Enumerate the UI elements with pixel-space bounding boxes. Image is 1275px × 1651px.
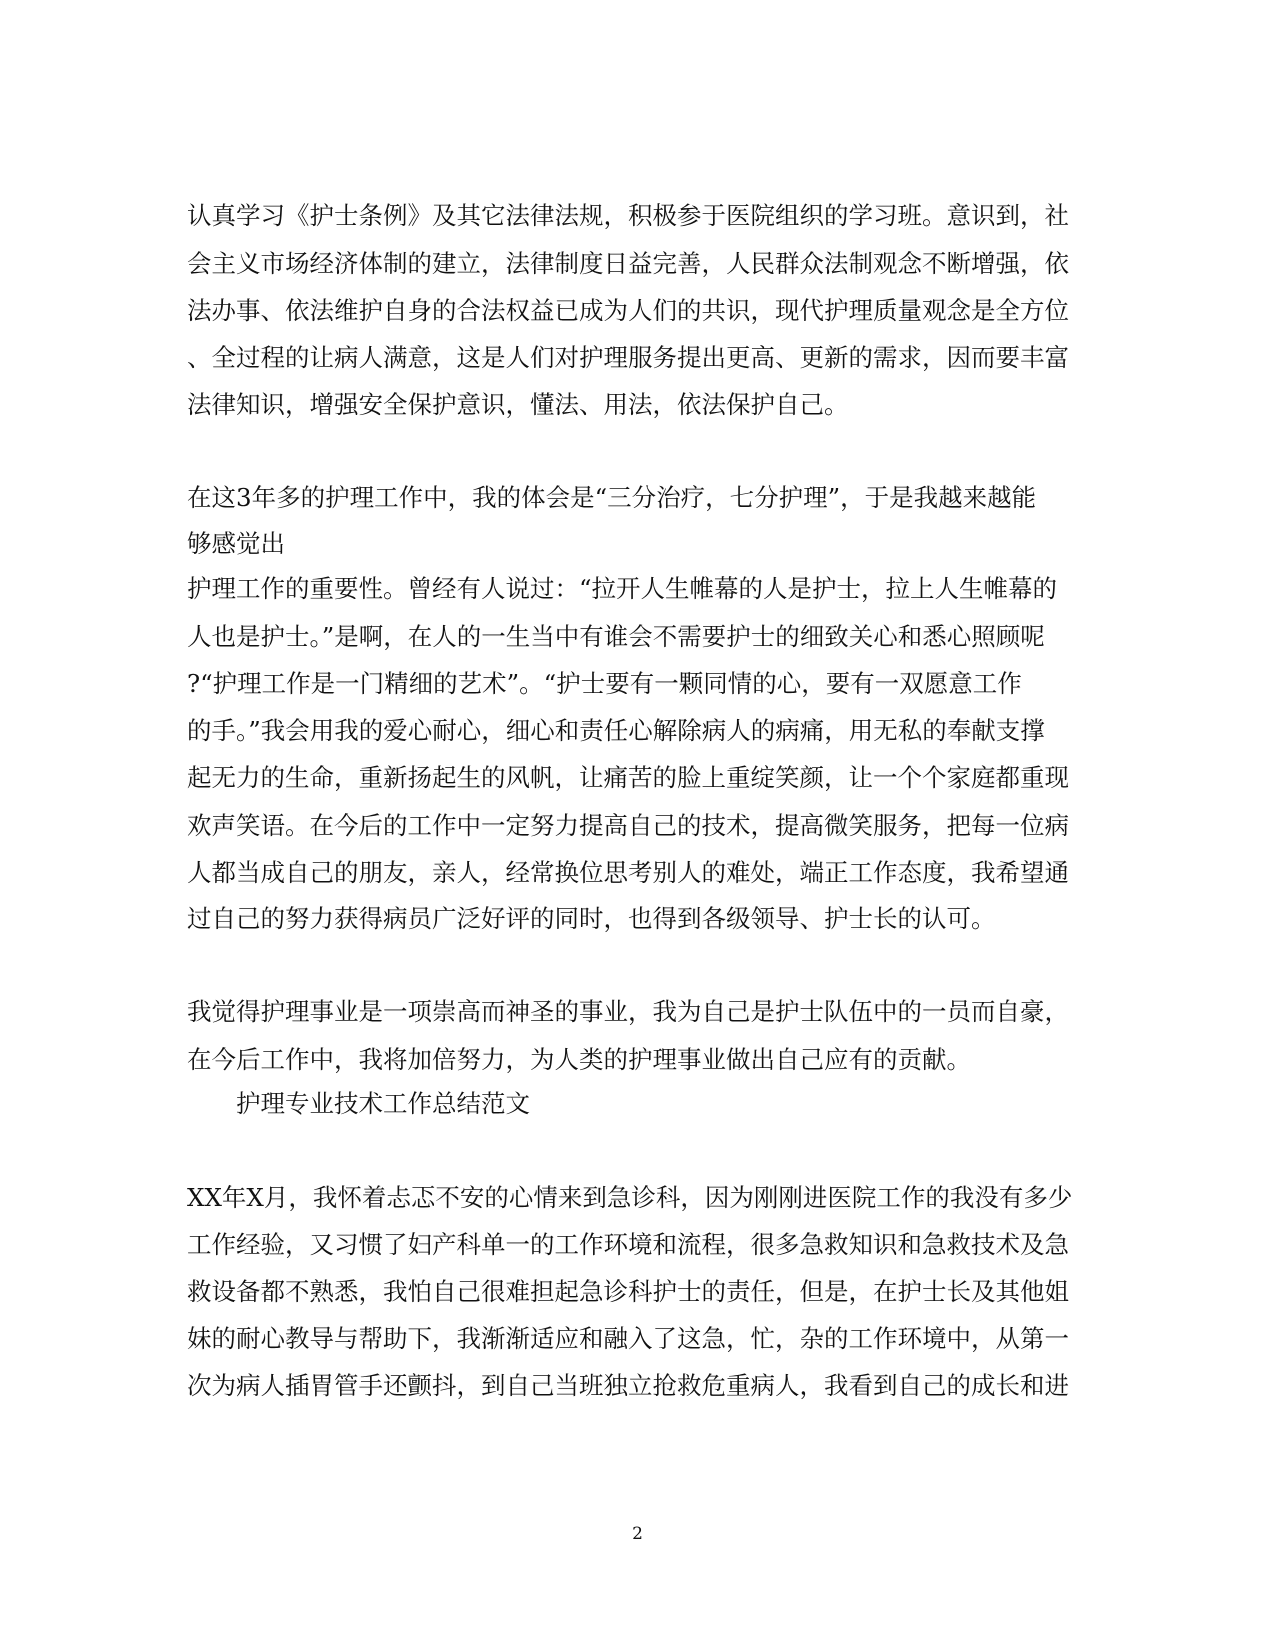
text-line: 妹的耐心教导与帮助下，我渐渐适应和融入了这急，忙，杂的工作环境中，从第一 — [187, 1324, 1069, 1353]
text-line: 次为病人插胃管手还颤抖，到自己当班独立抢救危重病人，我看到自己的成长和进 — [187, 1371, 1069, 1400]
text-line: 在这3年多的护理工作中，我的体会是“三分治疗，七分护理”，于是我越来越能 — [187, 483, 1037, 512]
text-line: 人也是护士。”是啊，在人的一生当中有谁会不需要护士的细致关心和悉心照顾呢 — [187, 622, 1045, 651]
text-line: 欢声笑语。在今后的工作中一定努力提高自己的技术，提高微笑服务，把每一位病 — [187, 811, 1069, 840]
text-line: 、全过程的让病人满意，这是人们对护理服务提出更高、更新的需求，因而要丰富 — [187, 343, 1069, 372]
text-line: ?“护理工作是一门精细的艺术”。“护士要有一颗同情的心，要有一双愿意工作 — [187, 669, 1022, 698]
text-line: 够感觉出 — [187, 529, 285, 558]
page-number: 2 — [632, 1524, 643, 1544]
text-line: 人都当成自己的朋友，亲人，经常换位思考别人的难处，端正工作态度，我希望通 — [187, 858, 1069, 887]
text-line: 护理工作的重要性。曾经有人说过：“拉开人生帷幕的人是护士，拉上人生帷幕的 — [187, 574, 1058, 603]
text-line: 法办事、依法维护自身的合法权益已成为人们的共识，现代护理质量观念是全方位 — [187, 296, 1069, 325]
text-line: 过自己的努力获得病员广泛好评的同时，也得到各级领导、护士长的认可。 — [187, 904, 996, 933]
text-line: 起无力的生命，重新扬起生的风帆，让痛苦的脸上重绽笑颜，让一个个家庭都重现 — [187, 763, 1069, 792]
section-heading: 护理专业技术工作总结范文 — [236, 1089, 530, 1118]
text-line: 在今后工作中，我将加倍努力，为人类的护理事业做出自己应有的贡献。 — [187, 1045, 971, 1074]
text-line: 会主义市场经济体制的建立，法律制度日益完善，人民群众法制观念不断增强，依 — [187, 249, 1069, 278]
text-line: 法律知识，增强安全保护意识，懂法、用法，依法保护自己。 — [187, 390, 849, 419]
text-line: 救设备都不熟悉，我怕自己很难担起急诊科护士的责任，但是，在护士长及其他姐 — [187, 1277, 1069, 1306]
text-line: 我觉得护理事业是一项崇高而神圣的事业，我为自己是护士队伍中的一员而自豪， — [187, 997, 1069, 1026]
text-line: 的手。”我会用我的爱心耐心，细心和责任心解除病人的病痛，用无私的奉献支撑 — [187, 716, 1045, 745]
text-line: 工作经验，又习惯了妇产科单一的工作环境和流程，很多急救知识和急救技术及急 — [187, 1230, 1069, 1259]
text-line: 认真学习《护士条例》及其它法律法规，积极参于医院组织的学习班。意识到，社 — [187, 201, 1069, 230]
text-line: XX年X月，我怀着忐忑不安的心情来到急诊科，因为刚刚进医院工作的我没有多少 — [187, 1183, 1073, 1212]
